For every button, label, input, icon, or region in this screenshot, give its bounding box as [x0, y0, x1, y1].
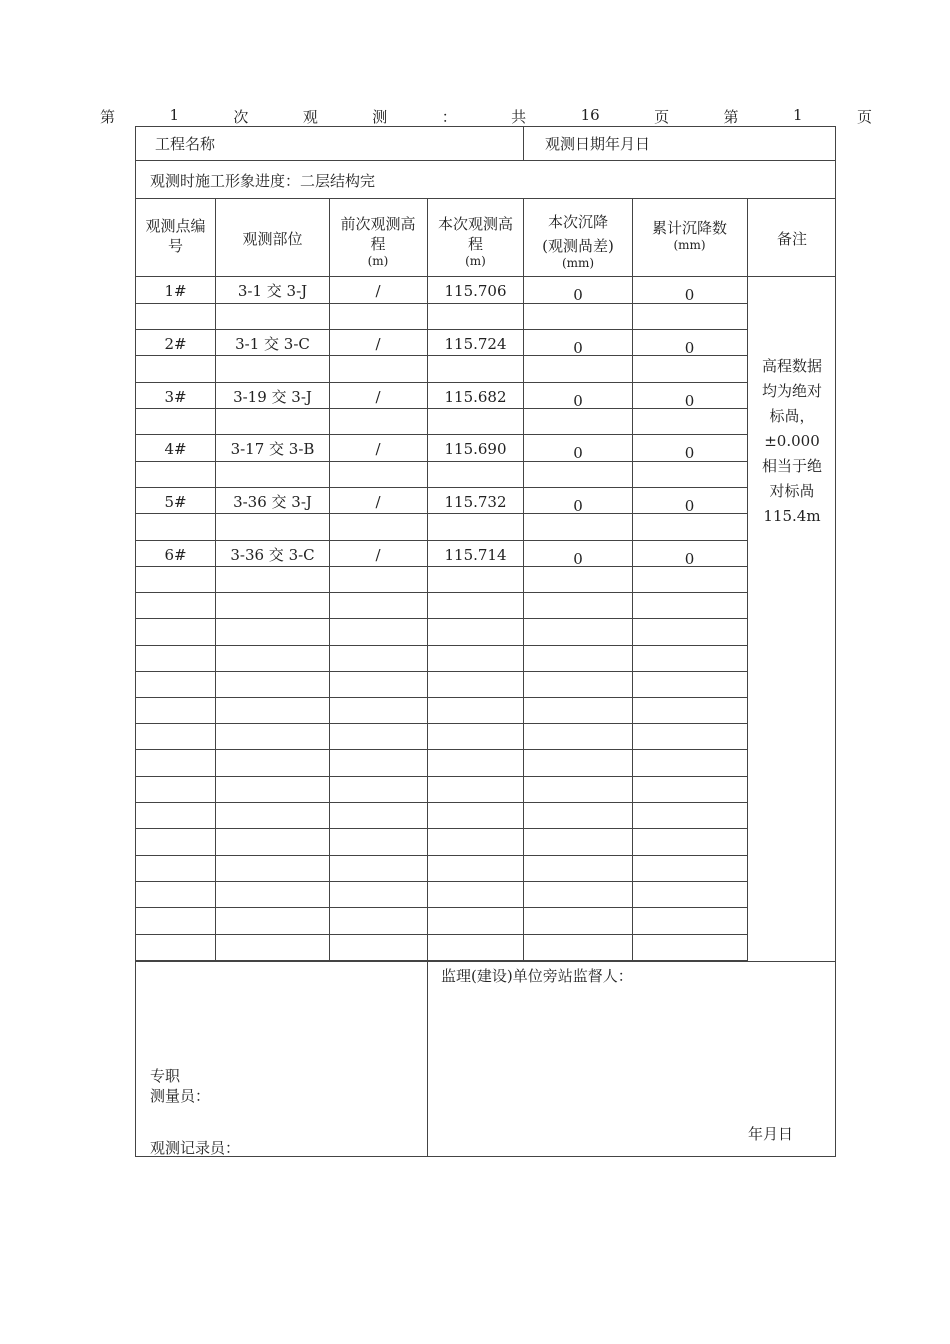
cell-curr-elevation: 115.714 [444, 546, 507, 564]
grid-hline [135, 276, 836, 277]
cell-point-id: 3# [164, 388, 187, 406]
remark-line: ±0.000 [764, 432, 820, 450]
cell-point-id: 2# [164, 335, 187, 353]
cell-point-id: 6# [164, 546, 187, 564]
grid-hline [135, 434, 748, 435]
col-header-prev-elevation-line: 前次观测高 [340, 215, 416, 233]
grid-hline [135, 592, 748, 593]
cell-cumulative: 0 [684, 286, 695, 304]
remark-line: 高程数据 [761, 357, 822, 375]
remark-line: 标咼， [769, 407, 815, 425]
cell-location: 3-1 交 3-J [237, 282, 308, 300]
cell-curr-elevation: 115.724 [444, 335, 507, 353]
cell-settlement: 0 [573, 286, 583, 304]
col-header-cumulative [633, 218, 746, 252]
cell-location: 3-19 交 3-J [233, 388, 312, 406]
grid-hline [135, 907, 748, 908]
grid-hline [135, 645, 748, 646]
cell-cumulative: 0 [684, 550, 695, 568]
cell-cumulative: 0 [684, 392, 695, 410]
grid-vline [747, 198, 748, 962]
grid-vline [215, 198, 216, 962]
grid-hline [135, 618, 748, 619]
header-part: 第 [723, 108, 739, 126]
grid-hline [135, 881, 748, 882]
col-header-cumulative-unit: (mm) [673, 238, 706, 252]
cell-point-id: 1# [164, 282, 187, 300]
grid-vline [427, 198, 428, 962]
header-part: 次 [233, 108, 249, 126]
col-header-settlement [524, 212, 632, 270]
col-header-location: 观测部位 [242, 230, 303, 248]
grid-hline [135, 697, 748, 698]
col-header-settlement-unit: (mm) [561, 256, 595, 270]
remark-line: 对标咼 [769, 482, 815, 500]
cell-point-id: 4# [164, 440, 187, 458]
col-header-point-id-line: 观测点编 [145, 217, 206, 235]
cell-curr-elevation: 115.732 [444, 493, 507, 511]
cell-prev-elevation: / [375, 282, 381, 300]
header-part: ： [441, 108, 457, 126]
cell-location: 3-36 交 3-C [230, 546, 315, 564]
page-header [100, 106, 872, 128]
grid-hline [135, 382, 748, 383]
cell-location: 3-36 交 3-J [233, 493, 312, 511]
grid-hline [135, 487, 748, 488]
col-header-settlement-sub: (观测咼差) [542, 237, 614, 255]
cell-location: 3-1 交 3-C [235, 335, 310, 353]
col-header-curr-elevation-line: 本次观测高 [437, 215, 513, 233]
grid-hline [135, 540, 748, 541]
cell-settlement: 0 [573, 339, 583, 357]
cell-cumulative: 0 [684, 497, 695, 515]
header-part: 页 [654, 108, 670, 126]
col-header-point-id [136, 216, 215, 256]
cell-prev-elevation: / [375, 388, 381, 406]
header-part: 共 [511, 108, 527, 126]
cell-prev-elevation: / [375, 493, 381, 511]
grid-hline [135, 934, 748, 935]
cell-cumulative: 0 [684, 444, 695, 462]
remark-line: 均为绝对 [761, 382, 822, 400]
col-header-cumulative-title: 累计沉降数 [651, 219, 727, 237]
cell-cumulative: 0 [684, 339, 695, 357]
header-part: 页 [856, 108, 872, 126]
grid-vline [329, 198, 330, 962]
grid-hline [135, 828, 748, 829]
supervisor-label: 监理(建设)单位旁站监督人： [441, 967, 633, 985]
cell-curr-elevation: 115.690 [444, 440, 507, 458]
grid-hline [135, 198, 836, 199]
cell-curr-elevation: 115.706 [444, 282, 507, 300]
col-header-curr-elevation-unit: (m) [465, 254, 486, 268]
cell-point-id: 5# [164, 493, 187, 511]
header-part: 1 [792, 106, 803, 124]
construction-progress-label: 观测时施工形象进度：二层结构完 [150, 172, 376, 190]
grid-hline [135, 802, 748, 803]
cell-settlement: 0 [573, 444, 583, 462]
col-header-curr-elevation [428, 214, 523, 268]
grid-hline [135, 160, 836, 161]
header-part: 第 [100, 108, 116, 126]
cell-curr-elevation: 115.682 [444, 388, 507, 406]
header-part: 观 [302, 108, 318, 126]
header-part: 1 [169, 106, 179, 124]
cell-settlement: 0 [573, 392, 583, 410]
recorder-label: 观测记录员： [150, 1139, 241, 1157]
observation-date-label: 观测日期年月日 [545, 135, 651, 153]
grid-vline [523, 126, 524, 161]
surveyor-label-line2: 测量员： [150, 1087, 211, 1105]
grid-vline [632, 198, 633, 962]
grid-hline [135, 961, 836, 962]
header-part: 16 [580, 106, 600, 124]
grid-hline [135, 671, 748, 672]
cell-prev-elevation: / [375, 440, 381, 458]
col-header-remark: 备注 [776, 230, 807, 248]
signature-date: 年月日 [748, 1125, 794, 1143]
cell-settlement: 0 [573, 550, 583, 568]
col-header-prev-elevation [330, 214, 426, 268]
grid-hline [135, 329, 748, 330]
grid-vline [427, 961, 428, 1157]
cell-settlement: 0 [573, 497, 583, 515]
cell-prev-elevation: / [375, 546, 381, 564]
col-header-prev-elevation-unit: (m) [367, 254, 389, 268]
remark-note [748, 354, 836, 529]
remark-line: 相当于绝 [761, 457, 822, 475]
grid-hline [135, 723, 748, 724]
grid-hline [135, 749, 748, 750]
cell-location: 3-17 交 3-B [230, 440, 315, 458]
col-header-prev-elevation-line: 程 [370, 235, 386, 253]
grid-vline [523, 198, 524, 962]
grid-hline [135, 776, 748, 777]
remark-line: 115.4m [763, 507, 821, 525]
grid-hline [135, 855, 748, 856]
project-name-label: 工程名称 [155, 135, 216, 153]
col-header-curr-elevation-line: 程 [467, 235, 483, 253]
header-part: 测 [372, 108, 388, 126]
cell-prev-elevation: / [375, 335, 381, 353]
col-header-point-id-line: 号 [167, 237, 183, 255]
surveyor-label-line1: 专职 [150, 1067, 181, 1085]
col-header-settlement-title: 本次沉降 [547, 213, 608, 231]
